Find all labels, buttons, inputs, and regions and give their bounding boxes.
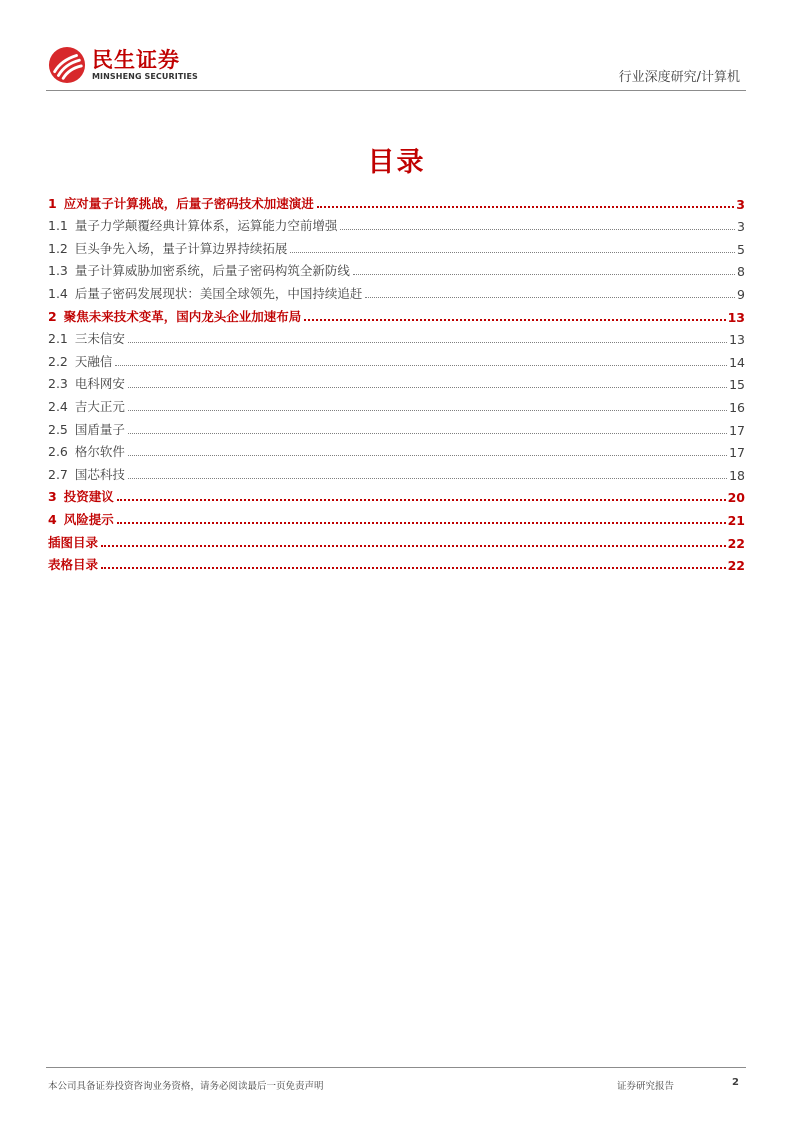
toc-entry-label: [48, 374, 125, 392]
toc-entry-page: 5: [737, 241, 745, 257]
toc-entry-number: 2.3: [48, 376, 68, 392]
toc-entry-text: 国盾量子: [74, 421, 125, 437]
toc-entry-text: 风险提示: [63, 511, 114, 527]
footer-disclaimer: 本公司具备证券投资咨询业务资格，请务必阅读最后一页免责声明: [48, 1081, 324, 1092]
toc-entry[interactable]: [48, 279, 745, 302]
toc-entry-number: 3: [48, 489, 57, 505]
toc-dot-leader: [115, 364, 727, 366]
toc-entry-number: 1: [48, 195, 57, 211]
toc-entry[interactable]: [48, 415, 745, 438]
toc-entry[interactable]: [48, 212, 745, 235]
toc-entry-page: 20: [727, 490, 745, 506]
footer-divider: [46, 1067, 746, 1068]
toc-entry-label: [48, 465, 125, 483]
toc-entry-label: [48, 352, 112, 370]
toc-dot-leader: [353, 273, 735, 275]
toc-entry-text: 量子计算威胁加密系统，后量子密码构筑全新防线: [74, 263, 350, 279]
toc-entry-page: 16: [729, 399, 745, 415]
toc-dot-leader: [304, 318, 725, 321]
toc-entry-text: 投资建议: [63, 489, 114, 505]
toc-entry-text: 聚焦未来技术变革，国内龙头企业加速布局: [63, 308, 302, 324]
toc-entry-label: [48, 261, 350, 279]
toc-entry-number: 2: [48, 308, 57, 324]
toc-entry[interactable]: [48, 460, 745, 483]
toc-entry-page: 9: [737, 286, 745, 302]
toc-entry-label: [48, 284, 362, 302]
toc-entry-page: 17: [729, 422, 745, 438]
toc-entry-number: 1.2: [48, 240, 68, 256]
toc-entry-text: 插图目录: [48, 534, 99, 550]
page-title: 目录: [367, 147, 426, 178]
toc-entry-page: 3: [736, 196, 745, 212]
toc-entry-text: 应对量子计算挑战，后量子密码技术加速演进: [63, 195, 314, 211]
company-logo: [48, 46, 198, 84]
toc-entry[interactable]: [48, 347, 745, 370]
toc-entry-label: [48, 307, 301, 325]
toc-dot-leader: [317, 205, 735, 208]
toc-dot-leader: [101, 544, 726, 547]
toc-entry-text: 巨头争先入场，量子计算边界持续拓展: [74, 240, 288, 256]
toc-entry[interactable]: [48, 189, 745, 212]
toc-dot-leader: [128, 386, 727, 388]
toc-entry[interactable]: [48, 528, 745, 551]
toc-entry-label: [48, 442, 125, 460]
toc-entry-number: 2.6: [48, 444, 68, 460]
toc-dot-leader: [128, 454, 727, 456]
toc-entry[interactable]: [48, 370, 745, 393]
toc-entry-text: 三未信安: [74, 331, 125, 347]
toc-entry-number: 2.5: [48, 421, 68, 437]
logo-chinese-name: 民生证券: [92, 48, 180, 72]
toc-entry-label: [48, 194, 314, 212]
toc-entry-label: [48, 555, 98, 573]
page-header: [46, 44, 746, 92]
report-category: 行业深度研究/计算机: [618, 70, 740, 85]
toc-entry[interactable]: [48, 234, 745, 257]
page-number: 2: [732, 1077, 739, 1088]
toc-entry[interactable]: [48, 483, 745, 506]
toc-entry-number: 1.1: [48, 218, 68, 234]
toc-entry-page: 14: [729, 354, 745, 370]
toc-dot-leader: [117, 521, 726, 524]
toc-entry[interactable]: [48, 325, 745, 348]
toc-entry[interactable]: [48, 438, 745, 461]
toc-entry-number: 2.2: [48, 353, 68, 369]
toc-entry-page: 18: [729, 467, 745, 483]
toc-entry-label: [48, 510, 114, 528]
toc-entry-page: 22: [727, 535, 745, 551]
toc-dot-leader: [290, 251, 735, 253]
toc-entry[interactable]: [48, 257, 745, 280]
toc-entry[interactable]: [48, 302, 745, 325]
toc-entry-number: 1.4: [48, 285, 68, 301]
toc-entry-text: 量子力学颠覆经典计算体系，运算能力空前增强: [74, 218, 338, 234]
toc-entry-page: 17: [729, 445, 745, 461]
toc-entry-number: 2.4: [48, 398, 68, 414]
toc-entry[interactable]: [48, 505, 745, 528]
toc-entry-label: [48, 329, 125, 347]
toc-dot-leader: [365, 296, 735, 298]
toc-entry-page: 21: [727, 512, 745, 528]
toc-entry-text: 格尔软件: [74, 444, 125, 460]
toc-entry-page: 3: [737, 219, 745, 235]
toc-dot-leader: [128, 409, 727, 411]
toc-dot-leader: [340, 228, 735, 230]
toc-entry-label: [48, 420, 125, 438]
toc-entry-page: 8: [737, 264, 745, 280]
header-divider: [46, 90, 746, 91]
toc-entry-label: [48, 239, 287, 257]
toc-entry-page: 15: [729, 377, 745, 393]
table-of-contents: [48, 189, 745, 573]
toc-entry-text: 后量子密码发展现状：美国全球领先，中国持续追赶: [74, 285, 363, 301]
logo-english-name: MINSHENG SECURITIES: [92, 72, 198, 81]
toc-entry-label: [48, 397, 125, 415]
toc-dot-leader: [128, 341, 727, 343]
toc-entry-page: 13: [729, 332, 745, 348]
toc-entry-page: 13: [727, 309, 745, 325]
toc-entry-label: [48, 487, 114, 505]
toc-dot-leader: [117, 498, 726, 501]
toc-entry-label: [48, 533, 98, 551]
toc-dot-leader: [101, 566, 726, 569]
toc-entry-number: 2.7: [48, 466, 68, 482]
toc-entry-text: 电科网安: [74, 376, 125, 392]
toc-entry-text: 吉大正元: [74, 398, 125, 414]
minsheng-logo-icon: [48, 46, 86, 84]
toc-dot-leader: [128, 477, 727, 479]
toc-entry-text: 国芯科技: [74, 466, 125, 482]
toc-entry-label: [48, 216, 337, 234]
toc-entry-number: 2.1: [48, 331, 68, 347]
toc-entry-number: 4: [48, 511, 57, 527]
toc-entry[interactable]: [48, 551, 745, 574]
footer-report-type: 证券研究报告: [617, 1081, 675, 1092]
toc-entry-text: 表格目录: [48, 557, 99, 573]
toc-dot-leader: [128, 432, 727, 434]
toc-entry[interactable]: [48, 392, 745, 415]
toc-entry-page: 22: [727, 558, 745, 574]
toc-entry-text: 天融信: [74, 353, 113, 369]
toc-entry-number: 1.3: [48, 263, 68, 279]
